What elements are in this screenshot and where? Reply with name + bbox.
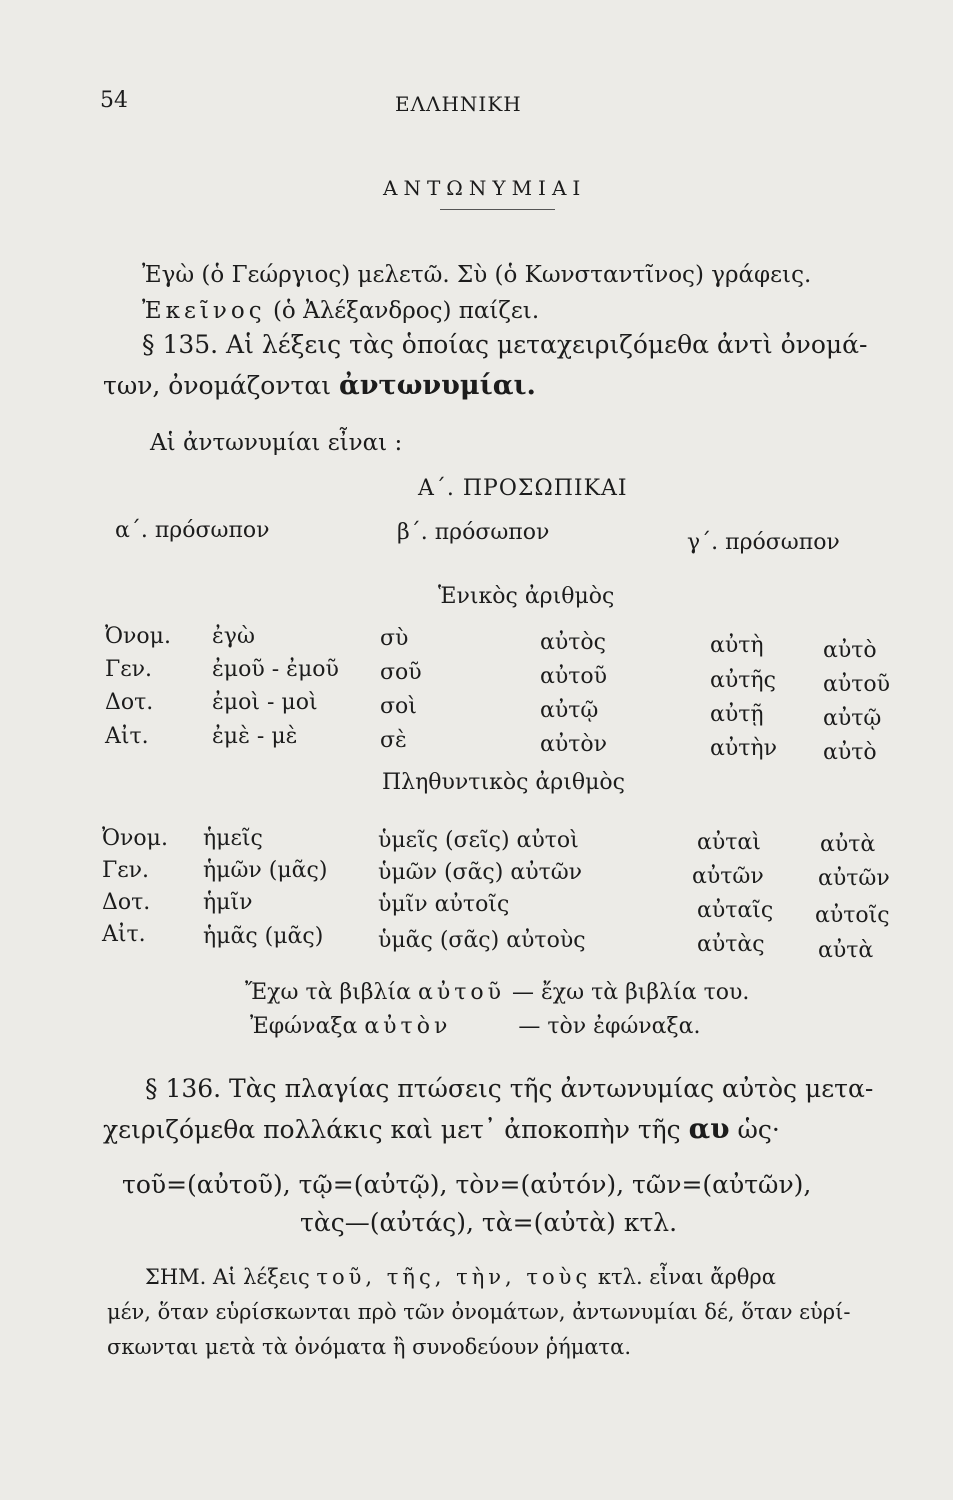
second-third-form: ὑμᾶς (σᾶς) αὐτοὺς (378, 928, 586, 953)
section-136-line-2 (103, 1112, 780, 1145)
note-line-1-start: ΣΗΜ. Αἱ λέξεις (145, 1265, 310, 1289)
section-136-line-2-end: ὡς· (737, 1115, 780, 1144)
example-1-start: Ἔχω τὰ βιβλία (245, 980, 411, 1005)
note-line-1 (145, 1265, 776, 1289)
page-number: 54 (100, 88, 128, 113)
first-person-form: ἐμοῦ - ἐμοῦ (212, 657, 339, 682)
third-fem-form: αὐτὴν (710, 736, 777, 761)
third-neut-form: αὐτῶν (818, 866, 890, 891)
first-person-label: α΄. πρόσωπον (115, 518, 270, 543)
third-neut-form: αὐτὸ (823, 740, 877, 765)
third-fem-form: αὐταὶ (697, 830, 761, 855)
section-135-line-3: Αἱ ἀντωνυμίαι εἶναι : (150, 430, 403, 456)
third-neut-form: αὐτῷ (823, 706, 882, 731)
case-label: Ὀνομ. (105, 624, 171, 649)
note-line-3: σκωνται μετὰ τὰ ὀνόματα ἢ συνοδεύουν ῥήματα. (107, 1335, 632, 1359)
title-rule (440, 209, 555, 210)
syllable-au: αυ (688, 1112, 730, 1145)
note-articles: τοῦ, τῆς, τὴν, τοὺς (316, 1265, 592, 1289)
example-1-spaced-word: αὐτοῦ (417, 980, 505, 1005)
third-neut-form: αὐτοῖς (815, 903, 890, 928)
first-person-form: ἐμοὶ - μοὶ (212, 690, 318, 715)
example-2-spaced-word: αὐτὸν (364, 1014, 452, 1039)
section-135-line-1: § 135. Αἱ λέξεις τὰς ὁποίας μεταχειριζόμεθα ἀντὶ ὀνομά- (142, 330, 868, 359)
second-person-form: σὲ (380, 728, 407, 753)
third-neut-form: αὐτὰ (820, 832, 876, 857)
case-label: Γεν. (102, 858, 150, 883)
case-label: Δοτ. (102, 890, 151, 915)
section-136-line-3: τοῦ=(αὐτοῦ), τῷ=(αὐτῷ), τὸν=(αὐτόν), τῶν=(αὐτῶν), (122, 1170, 812, 1199)
first-person-form: ἡμῖν (203, 890, 253, 915)
third-fem-form: αὐταῖς (697, 898, 774, 923)
intro-line-1: Ἐγὼ (ὁ Γεώργιος) μελετῶ. Σὺ (ὁ Κωνσταντῖνος) γράφεις. (142, 262, 812, 288)
section-135-line-2-start: των, ὀνομάζονται (103, 371, 332, 400)
intro-line-2-rest: (ὁ Ἀλέξανδρος) παίζει. (272, 298, 540, 324)
example-2 (250, 1014, 700, 1039)
third-masc-form: αὐτοῦ (540, 664, 608, 689)
chapter-title: ΑΝΤΩΝΥΜΙΑΙ (383, 176, 587, 200)
section-136-line-4: τὰς—(αὐτάς), τὰ=(αὐτὰ) κτλ. (300, 1208, 678, 1237)
singular-heading: Ἑνικὸς ἀριθμὸς (438, 584, 615, 609)
case-label: Αἰτ. (105, 724, 149, 749)
third-neut-form: αὐτοῦ (823, 672, 891, 697)
section-136-line-1: § 136. Τὰς πλαγίας πτώσεις τῆς ἀντωνυμίας αὐτὸς μετα- (145, 1074, 874, 1103)
third-masc-form: αὐτὸς (540, 630, 606, 655)
third-neut-form: αὐτὰ (818, 938, 874, 963)
third-masc-form: αὐτῷ (540, 698, 599, 723)
second-person-label: β΄. πρόσωπον (397, 520, 550, 545)
term-antonymiai: ἀντωνυμίαι. (339, 370, 536, 401)
intro-spaced-word: Ἐκεῖνος (142, 298, 266, 324)
example-1 (245, 980, 749, 1005)
section-135-line-2 (103, 370, 536, 401)
first-person-form: ἡμεῖς (203, 826, 263, 851)
example-1-end: — ἔχω τὰ βιβλία του. (512, 980, 750, 1005)
second-person-form: σοῦ (380, 660, 422, 685)
third-fem-form: αὐτῆς (710, 668, 776, 693)
third-masc-form: αὐτὸν (540, 732, 608, 757)
third-person-label: γ΄. πρόσωπον (687, 530, 840, 555)
case-label: Αἰτ. (102, 922, 146, 947)
third-fem-form: αὐτὰς (697, 932, 765, 957)
second-third-form: ὑμεῖς (σεῖς) αὐτοὶ (378, 828, 579, 853)
intro-line-2 (142, 298, 539, 324)
section-136-line-2-start: χειριζόμεθα πολλάκις καὶ μετ᾽ ἀποκοπὴν τῆς (103, 1115, 681, 1144)
first-person-form: ἡμῶν (μᾶς) (203, 858, 328, 883)
third-fem-form: αὐτὴ (710, 633, 764, 658)
personal-pronouns-title: Α΄. ΠΡΟΣΩΠΙΚΑΙ (418, 476, 628, 501)
case-label: Γεν. (105, 657, 153, 682)
example-2-end: — τὸν ἐφώναξα. (518, 1014, 701, 1039)
case-label: Ὀνομ. (102, 826, 168, 851)
second-third-form: ὑμῶν (σᾶς) αὐτῶν (378, 860, 583, 885)
third-fem-form: αὐτῶν (692, 864, 764, 889)
running-title: ΕΛΛΗΝΙΚΗ (395, 92, 522, 116)
note-line-2: μέν, ὅταν εὑρίσκωνται πρὸ τῶν ὀνομάτων, ἀντωνυμίαι δέ, ὅταν εὑρί- (107, 1300, 851, 1324)
first-person-form: ἐγὼ (212, 624, 255, 649)
second-person-form: σὺ (380, 626, 409, 651)
third-neut-form: αὐτὸ (823, 638, 877, 663)
note-line-1-end: κτλ. εἶναι ἄρθρα (597, 1265, 776, 1289)
case-label: Δοτ. (105, 690, 154, 715)
first-person-form: ἐμὲ - μὲ (212, 724, 298, 749)
example-2-start: Ἐφώναξα (250, 1014, 358, 1039)
second-third-form: ὑμῖν αὐτοῖς (378, 892, 510, 917)
plural-heading: Πληθυντικὸς ἀριθμὸς (382, 770, 625, 795)
first-person-form: ἡμᾶς (μᾶς) (203, 924, 324, 949)
third-fem-form: αὐτῇ (710, 702, 764, 727)
second-person-form: σοὶ (380, 694, 417, 719)
